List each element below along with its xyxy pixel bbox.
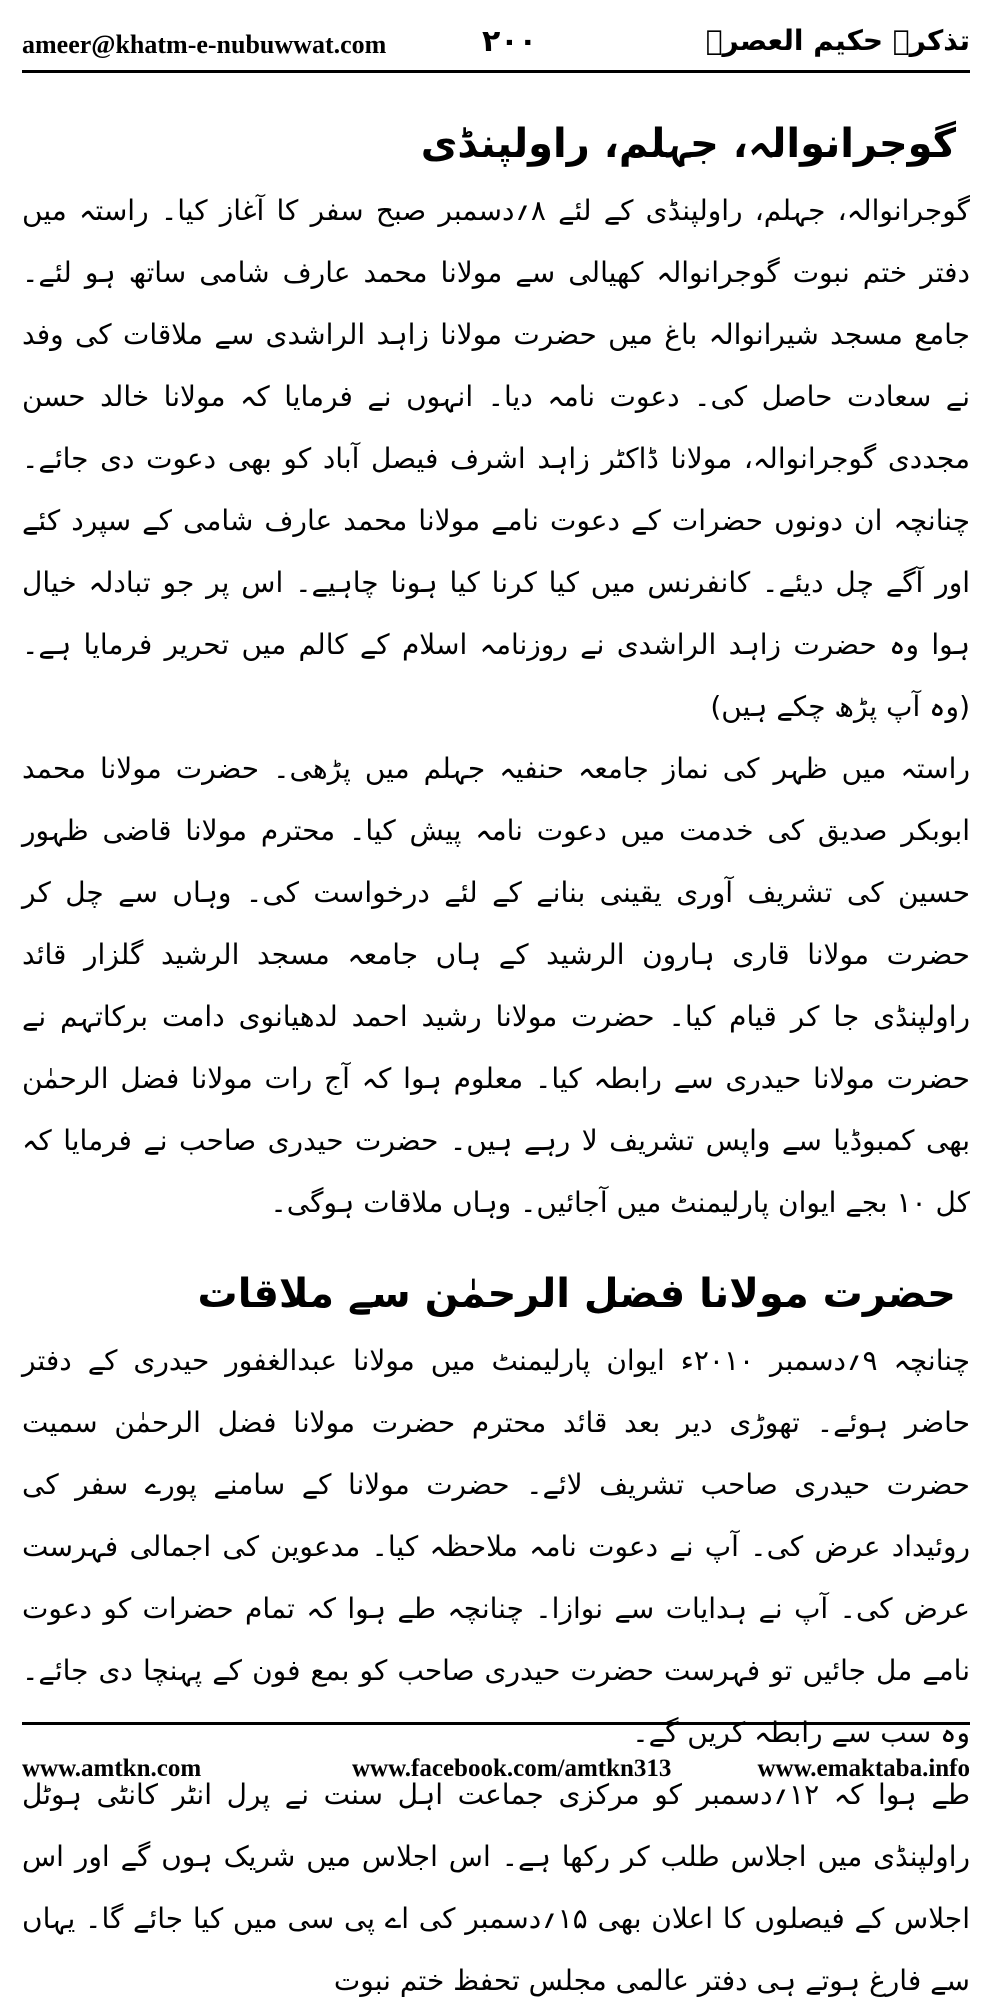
paragraph: طے ہوا کہ ۱۲؍دسمبر کو مرکزی جماعت اہل سنت نے پرل انٹر کانٹی ہوٹل راولپنڈی میں اجلاس طلب کر رکھا ہے۔ اس اجلاس میں شریک ہوں گے اور اس اجلاس کے فیصلوں کا اعلان بھی ۱۵؍دسمبر کی اے پی سی میں کیا جائے گا۔ یہاں سے فارغ ہوتے ہی دفتر عالمی مجلس تحفظ ختم نبوت — [22, 1778, 971, 1997]
book-title: تذکرہ حکیم العصرؒ — [705, 24, 970, 57]
footer-link-amtkn[interactable]: www.amtkn.com — [22, 1755, 202, 1782]
paragraph: چنانچہ ۹؍دسمبر ۲۰۱۰ء ایوان پارلیمنٹ میں مولانا عبدالغفور حیدری کے دفتر حاضر ہوئے۔ تھوڑی دیر بعد قائد محترم حضرت مولانا فضل الرحمٰن سمیت حضرت حیدری صاحب تشریف لائے۔ حضرت مولانا کے سامنے پورے سفر کی روئیداد عرض کی۔ آپ نے دعوت نامہ ملاحظہ کیا۔ مدعوین کی اجمالی فہرست عرض کی۔ آپ نے ہدایات سے نوازا۔ چنانچہ طے ہوا کہ تمام حضرات کو دعوت نامے مل جائیں تو فہرست حضرت حیدری صاحب کو بمع فون کے پہنچا دی جائے۔ وہ سب سے رابطہ کریں گے۔ — [22, 1344, 971, 1749]
page-header — [22, 18, 970, 73]
header-email[interactable]: ameer@khatm-e-nubuwwat.com — [22, 30, 387, 59]
page-number: ۲۰۰ — [482, 24, 537, 59]
section-heading-travel: گوجرانوالہ، جہلم، راولپنڈی — [420, 121, 956, 167]
paragraph: گوجرانوالہ، جہلم، راولپنڈی کے لئے ۸؍دسمبر صبح سفر کا آغاز کیا۔ راستہ میں دفتر ختم نبوت گوجرانوالہ کھیالی سے مولانا محمد عارف شامی ساتھ ہو لئے۔ جامع مسجد شیرانوالہ باغ میں حضرت مولانا زاہد الراشدی سے ملاقات کی وفد نے سعادت حاصل کی۔ دعوت نامہ دیا۔ انہوں نے فرمایا کہ مولانا خالد حسن مجددی گوجرانوالہ، مولانا ڈاکٹر زاہد اشرف فیصل آباد کو بھی دعوت دی جائے۔ چنانچہ ان دونوں حضرات کے دعوت نامے مولانا محمد عارف شامی کے سپرد کئے اور آگے چل دیئے۔ کانفرنس میں کیا کرنا کیا ہونا چاہیے۔ اس پر جو تبادلہ خیال ہوا وہ حضرت زاہد الراشدی نے روزنامہ اسلام کے کالم میں تحریر فرمایا ہے۔ (وہ آپ پڑھ چکے ہیں) — [22, 194, 970, 723]
footer-link-facebook[interactable]: www.facebook.com/amtkn313 — [352, 1755, 672, 1782]
page-footer — [22, 1722, 970, 1797]
footer-link-emaktaba[interactable]: www.emaktaba.info — [757, 1755, 970, 1782]
paragraph: راستہ میں ظہر کی نماز جامعہ حنفیہ جہلم میں پڑھی۔ حضرت مولانا محمد ابوبکر صدیق کی خدمت میں دعوت نامہ پیش کیا۔ محترم مولانا قاضی ظہور حسین کی تشریف آوری یقینی بنانے کے لئے درخواست کی۔ وہاں سے چل کر حضرت مولانا قاری ہارون الرشید کے ہاں جامعہ مسجد الرشید گلزار قائد راولپنڈی جا کر قیام کیا۔ حضرت مولانا رشید احمد لدھیانوی دامت برکاتہم نے حضرت مولانا حیدری سے رابطہ کیا۔ معلوم ہوا کہ آج رات مولانا فضل الرحمٰن بھی کمبوڈیا سے واپس تشریف لا رہے ہیں۔ حضرت حیدری صاحب نے فرمایا کہ کل ۱۰ بجے ایوان پارلیمنٹ میں آجائیں۔ وہاں ملاقات ہوگی۔ — [22, 752, 970, 1219]
section-heading-meeting: حضرت مولانا فضل الرحمٰن سے ملاقات — [197, 1271, 956, 1317]
